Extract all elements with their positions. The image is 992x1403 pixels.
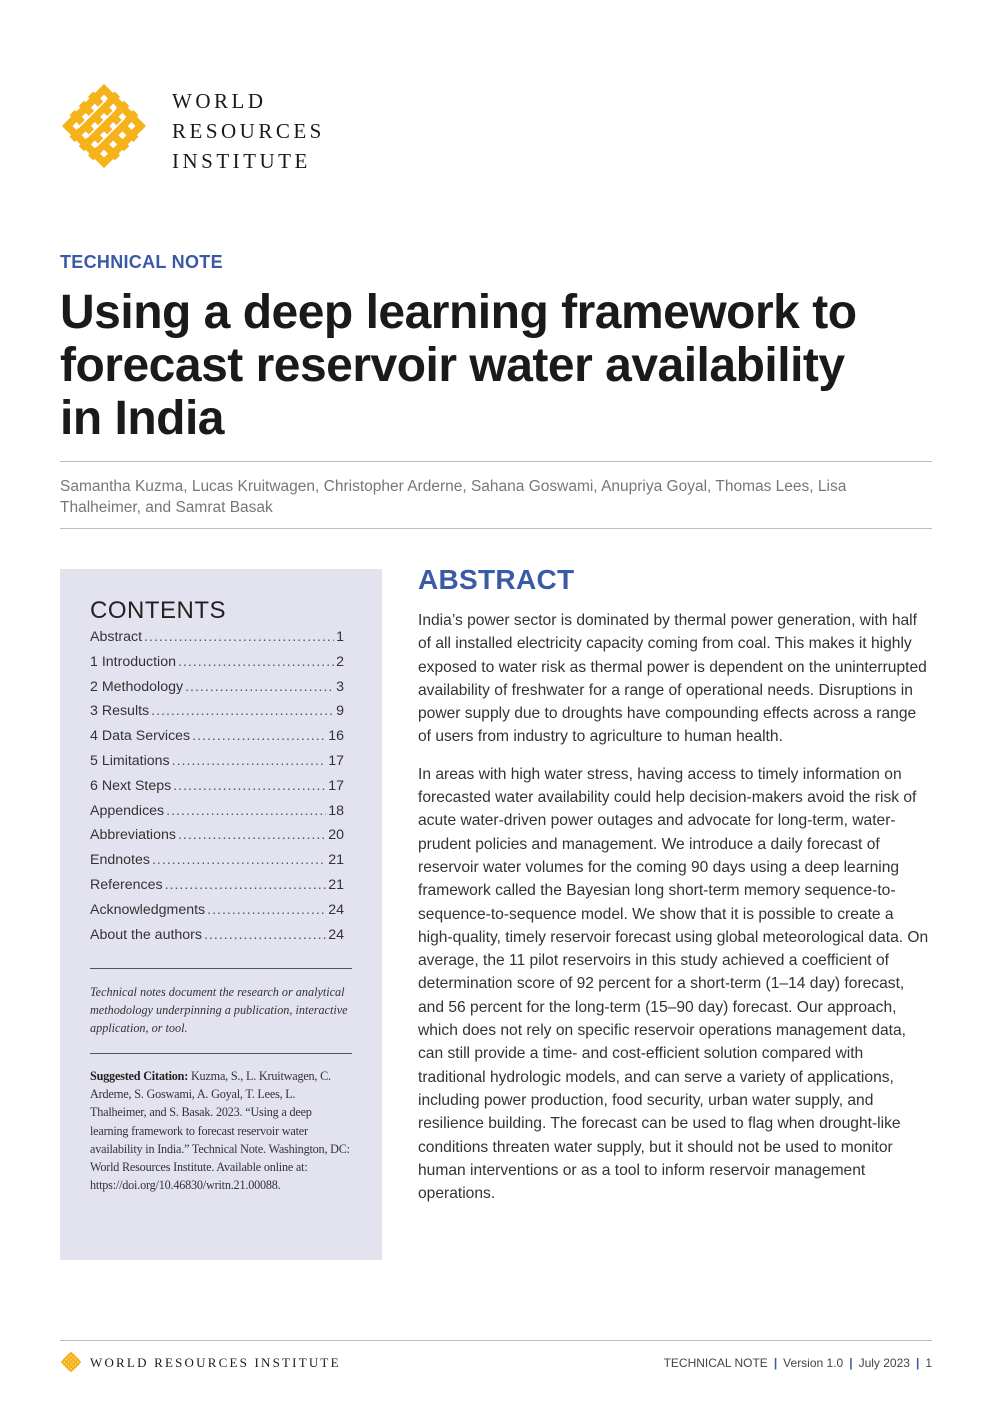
contents-title: CONTENTS xyxy=(90,597,226,624)
footer-divider xyxy=(60,1340,932,1341)
toc-leader xyxy=(151,703,334,719)
toc-label: Abstract xyxy=(90,629,143,645)
footer-separator: | xyxy=(915,1356,920,1370)
toc-page: 16 xyxy=(328,728,344,745)
toc-item[interactable] xyxy=(90,877,344,902)
contents-panel xyxy=(60,569,382,1260)
abstract-body xyxy=(418,609,932,1219)
title-line: forecast reservoir water availability xyxy=(60,339,845,392)
citation-label: Suggested Citation: xyxy=(90,1069,189,1083)
toc-page: 21 xyxy=(328,852,344,869)
title-line: Using a deep learning framework to xyxy=(60,286,857,339)
toc-leader xyxy=(185,679,334,695)
tech-note-description: Technical notes document the research or analytical methodology underpinning a publication, interactive application, or tool. xyxy=(90,985,348,1035)
toc-leader xyxy=(204,927,326,943)
toc-leader xyxy=(207,902,326,918)
footer-separator: | xyxy=(773,1356,778,1370)
divider xyxy=(90,968,352,969)
toc-item[interactable] xyxy=(90,679,344,704)
toc-page: 17 xyxy=(328,777,344,794)
footer-org-name: WORLD RESOURCES INSTITUTE xyxy=(90,1355,341,1370)
toc-page: 24 xyxy=(328,926,344,943)
title-line: in India xyxy=(60,392,224,445)
footer-date: July 2023 xyxy=(858,1356,910,1370)
toc-page: 3 xyxy=(336,678,344,695)
toc-label: 5 Limitations xyxy=(90,752,170,769)
toc-label: 6 Next Steps xyxy=(90,777,172,794)
toc-item[interactable] xyxy=(90,753,344,778)
footer-doc-type: TECHNICAL NOTE xyxy=(663,1356,768,1370)
toc-leader xyxy=(192,728,326,744)
toc-page: 17 xyxy=(328,752,344,769)
toc-item[interactable] xyxy=(90,852,344,877)
toc-label: Endnotes xyxy=(90,852,150,869)
toc-label: 2 Methodology xyxy=(90,678,184,695)
page-number: 1 xyxy=(925,1356,932,1370)
toc-page: 1 xyxy=(336,629,344,645)
toc-label: Abbreviations xyxy=(90,827,176,844)
org-name-line: INSTITUTE xyxy=(172,149,311,173)
toc-leader xyxy=(165,877,327,893)
toc-page: 24 xyxy=(328,901,344,918)
org-name-line: WORLD xyxy=(172,89,267,113)
suggested-citation xyxy=(90,1067,352,1194)
toc-leader xyxy=(166,803,326,819)
page-title xyxy=(60,286,920,445)
toc-leader xyxy=(172,753,327,769)
toc-item[interactable] xyxy=(90,728,344,753)
toc-leader xyxy=(173,778,326,794)
toc-leader xyxy=(178,827,326,843)
footer-version: Version 1.0 xyxy=(783,1356,844,1370)
toc-page: 21 xyxy=(328,876,344,893)
divider xyxy=(90,1053,352,1054)
abstract-heading: ABSTRACT xyxy=(418,564,575,595)
toc-item[interactable] xyxy=(90,703,344,728)
abstract-paragraph: In areas with high water stress, having access to timely information on forecasted water availability could help decision-makers avoid the risk of acute water-driven power outages and advocate for long-term, water-prudent policies and management. We introduce a daily forecast of reservoir water volumes for the coming 90 days using a deep learning framework called the Bayesian long short-term memory sequence-to-sequence-to-sequence model. We show that it is possible to create a high-quality, timely reservoir forecast using global meteorological data. On average, the 11 pilot reservoirs in this study achieved a coefficient of determination score of 92 percent for a short-term (1–14 day) forecast, and 56 percent for the long-term (15–90 day) forecast. Our approach, which does not rely on specific reservoir operations management data, can still provide a time- and cost-efficient solution compared with traditional hydrologic models, and can serve a variety of applications, including power production, food security, urban water supply, and resilience building. The forecast can be used to flag when drought-like conditions threaten water supply, but it should not be used to monitor human interventions or as a tool to inform reservoir management operations. xyxy=(418,765,929,1203)
abstract-paragraph: India’s power sector is dominated by thermal power generation, with half of all installed electricity capacity coming from coal. This makes it highly exposed to water risk as thermal power is dependent on the uninterrupted availability of freshwater for a range of operational needs. Disruptions in power supply due to droughts have compounding effects across a range of users from industry to agriculture to human health. xyxy=(418,612,927,746)
toc-leader xyxy=(152,852,326,868)
divider xyxy=(60,528,932,529)
toc-page: 9 xyxy=(336,703,344,720)
doc-type-label: TECHNICAL NOTE xyxy=(60,252,223,272)
toc-label: 4 Data Services xyxy=(90,728,191,745)
citation-text: Kuzma, S., L. Kruitwagen, C. Arderne, S. Goswami, A. Goyal, T. Lees, L. Thalheimer, and S. Basak. 2023. “Using a deep learning framework to forecast reservoir water availability in India.” Technical Note. Washington, DC: World Resources Institute. Available online at: https://doi.org/10.46830/writn.21.00088. xyxy=(90,1069,350,1193)
toc-list xyxy=(90,629,344,951)
toc-page: 20 xyxy=(328,827,344,844)
footer-meta xyxy=(664,1356,932,1370)
divider xyxy=(60,461,932,462)
toc-label: Acknowledgments xyxy=(90,901,206,918)
toc-item[interactable] xyxy=(90,654,344,679)
org-name xyxy=(172,86,325,176)
toc-item[interactable] xyxy=(90,827,344,852)
toc-item[interactable] xyxy=(90,902,344,927)
toc-item[interactable] xyxy=(90,927,344,952)
org-name-line: RESOURCES xyxy=(172,119,325,143)
wri-woven-logo-icon xyxy=(58,80,150,172)
footer-separator: | xyxy=(849,1356,853,1370)
toc-label: About the authors xyxy=(90,926,203,943)
toc-item[interactable] xyxy=(90,803,344,828)
toc-leader xyxy=(178,654,334,670)
toc-item[interactable] xyxy=(90,629,344,654)
toc-label: References xyxy=(90,876,163,893)
toc-label: 1 Introduction xyxy=(90,653,176,670)
toc-page: 2 xyxy=(336,653,344,670)
toc-page: 18 xyxy=(328,802,344,819)
authors: Samantha Kuzma, Lucas Kruitwagen, Christopher Arderne, Sahana Goswami, Anupriya Goyal, Thomas Lees, Lisa Thalheimer, and Samrat Basak xyxy=(60,478,847,516)
toc-leader xyxy=(144,629,334,645)
wri-woven-logo-icon xyxy=(60,1351,82,1373)
toc-label: 3 Results xyxy=(90,703,150,720)
toc-label: Appendices xyxy=(90,802,165,819)
toc-item[interactable] xyxy=(90,778,344,803)
